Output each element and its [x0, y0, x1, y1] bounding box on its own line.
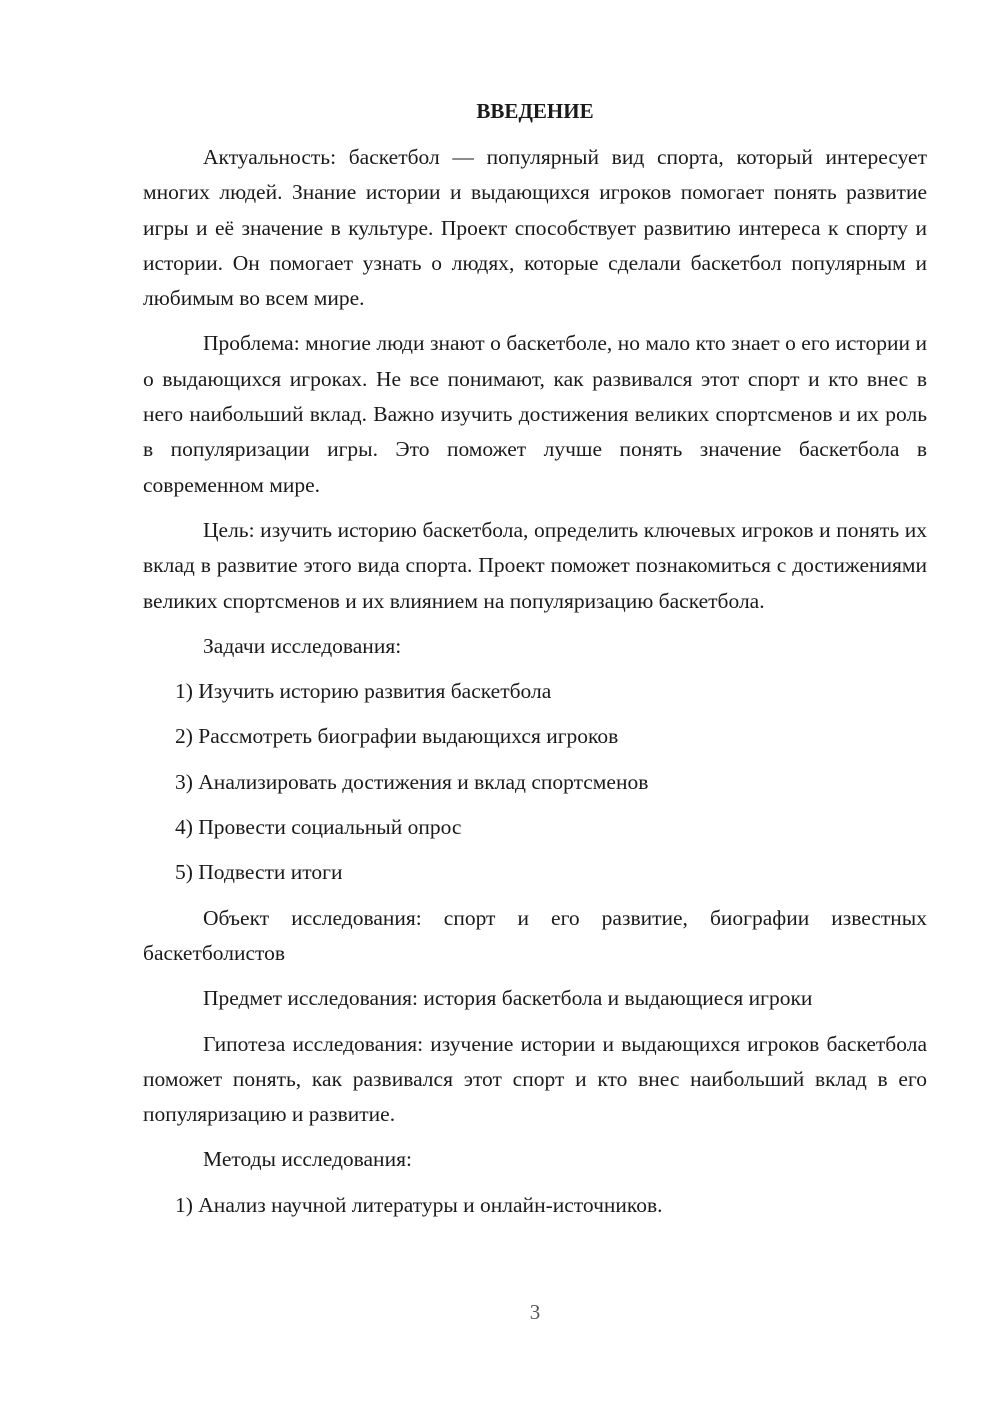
problem-paragraph: Проблема: многие люди знают о баскетболе, но мало кто знает о его истории и о выдающихся игроках. Не все понимают, как развивался этот спорт и кто внес в него наибольший вклад. Важно изучить достижения великих спортсменов и их роль в популяризации игры. Это поможет лучше понять значение баскетбола в современном мире. — [143, 331, 927, 497]
section-title: ВВЕДЕНИЕ — [476, 99, 594, 123]
methods-heading: Методы исследования: — [203, 1147, 412, 1172]
list-item: 4) Провести социальный опрос — [175, 815, 462, 840]
tasks-list — [143, 674, 927, 890]
page-content — [143, 96, 927, 1233]
methods-list — [143, 1188, 927, 1223]
list-item: 1) Изучить историю развития баскетбола — [175, 679, 552, 704]
page-number: 3 — [529, 1300, 541, 1324]
hypothesis-paragraph: Гипотеза исследования: изучение истории и выдающихся игроков баскетбола поможет понять, как развивался этот спорт и кто внес наибольший вклад в его популяризацию и развитие. — [143, 1031, 927, 1127]
goal-paragraph: Цель: изучить историю баскетбола, определить ключевых игроков и понять их вклад в развитие этого вида спорта. Проект поможет познакомиться с достижениями великих спортсменов и их влиянием на популяризацию баскетбола. — [143, 517, 927, 613]
subject-paragraph: Предмет исследования: история баскетбола и выдающиеся игроки — [203, 986, 813, 1011]
list-item: 2) Рассмотреть биографии выдающихся игроков — [175, 724, 619, 749]
object-paragraph: Объект исследования: спорт и его развитие, биографии известных баскетболистов — [143, 905, 927, 965]
relevance-paragraph: Актуальность: баскетбол — популярный вид спорта, который интересует многих людей. Знание истории и выдающихся игроков помогает понять развитие игры и её значение в культуре. Проект способствует развитию интереса к спорту и истории. Он помогает узнать о людях, которые сделали баскетбол популярным и любимым во всем мире. — [143, 145, 927, 311]
tasks-heading: Задачи исследования: — [203, 633, 402, 658]
list-item: 5) Подвести итоги — [175, 860, 343, 885]
list-item: 3) Анализировать достижения и вклад спортсменов — [175, 769, 649, 794]
list-item: 1) Анализ научной литературы и онлайн-источников. — [175, 1192, 663, 1217]
